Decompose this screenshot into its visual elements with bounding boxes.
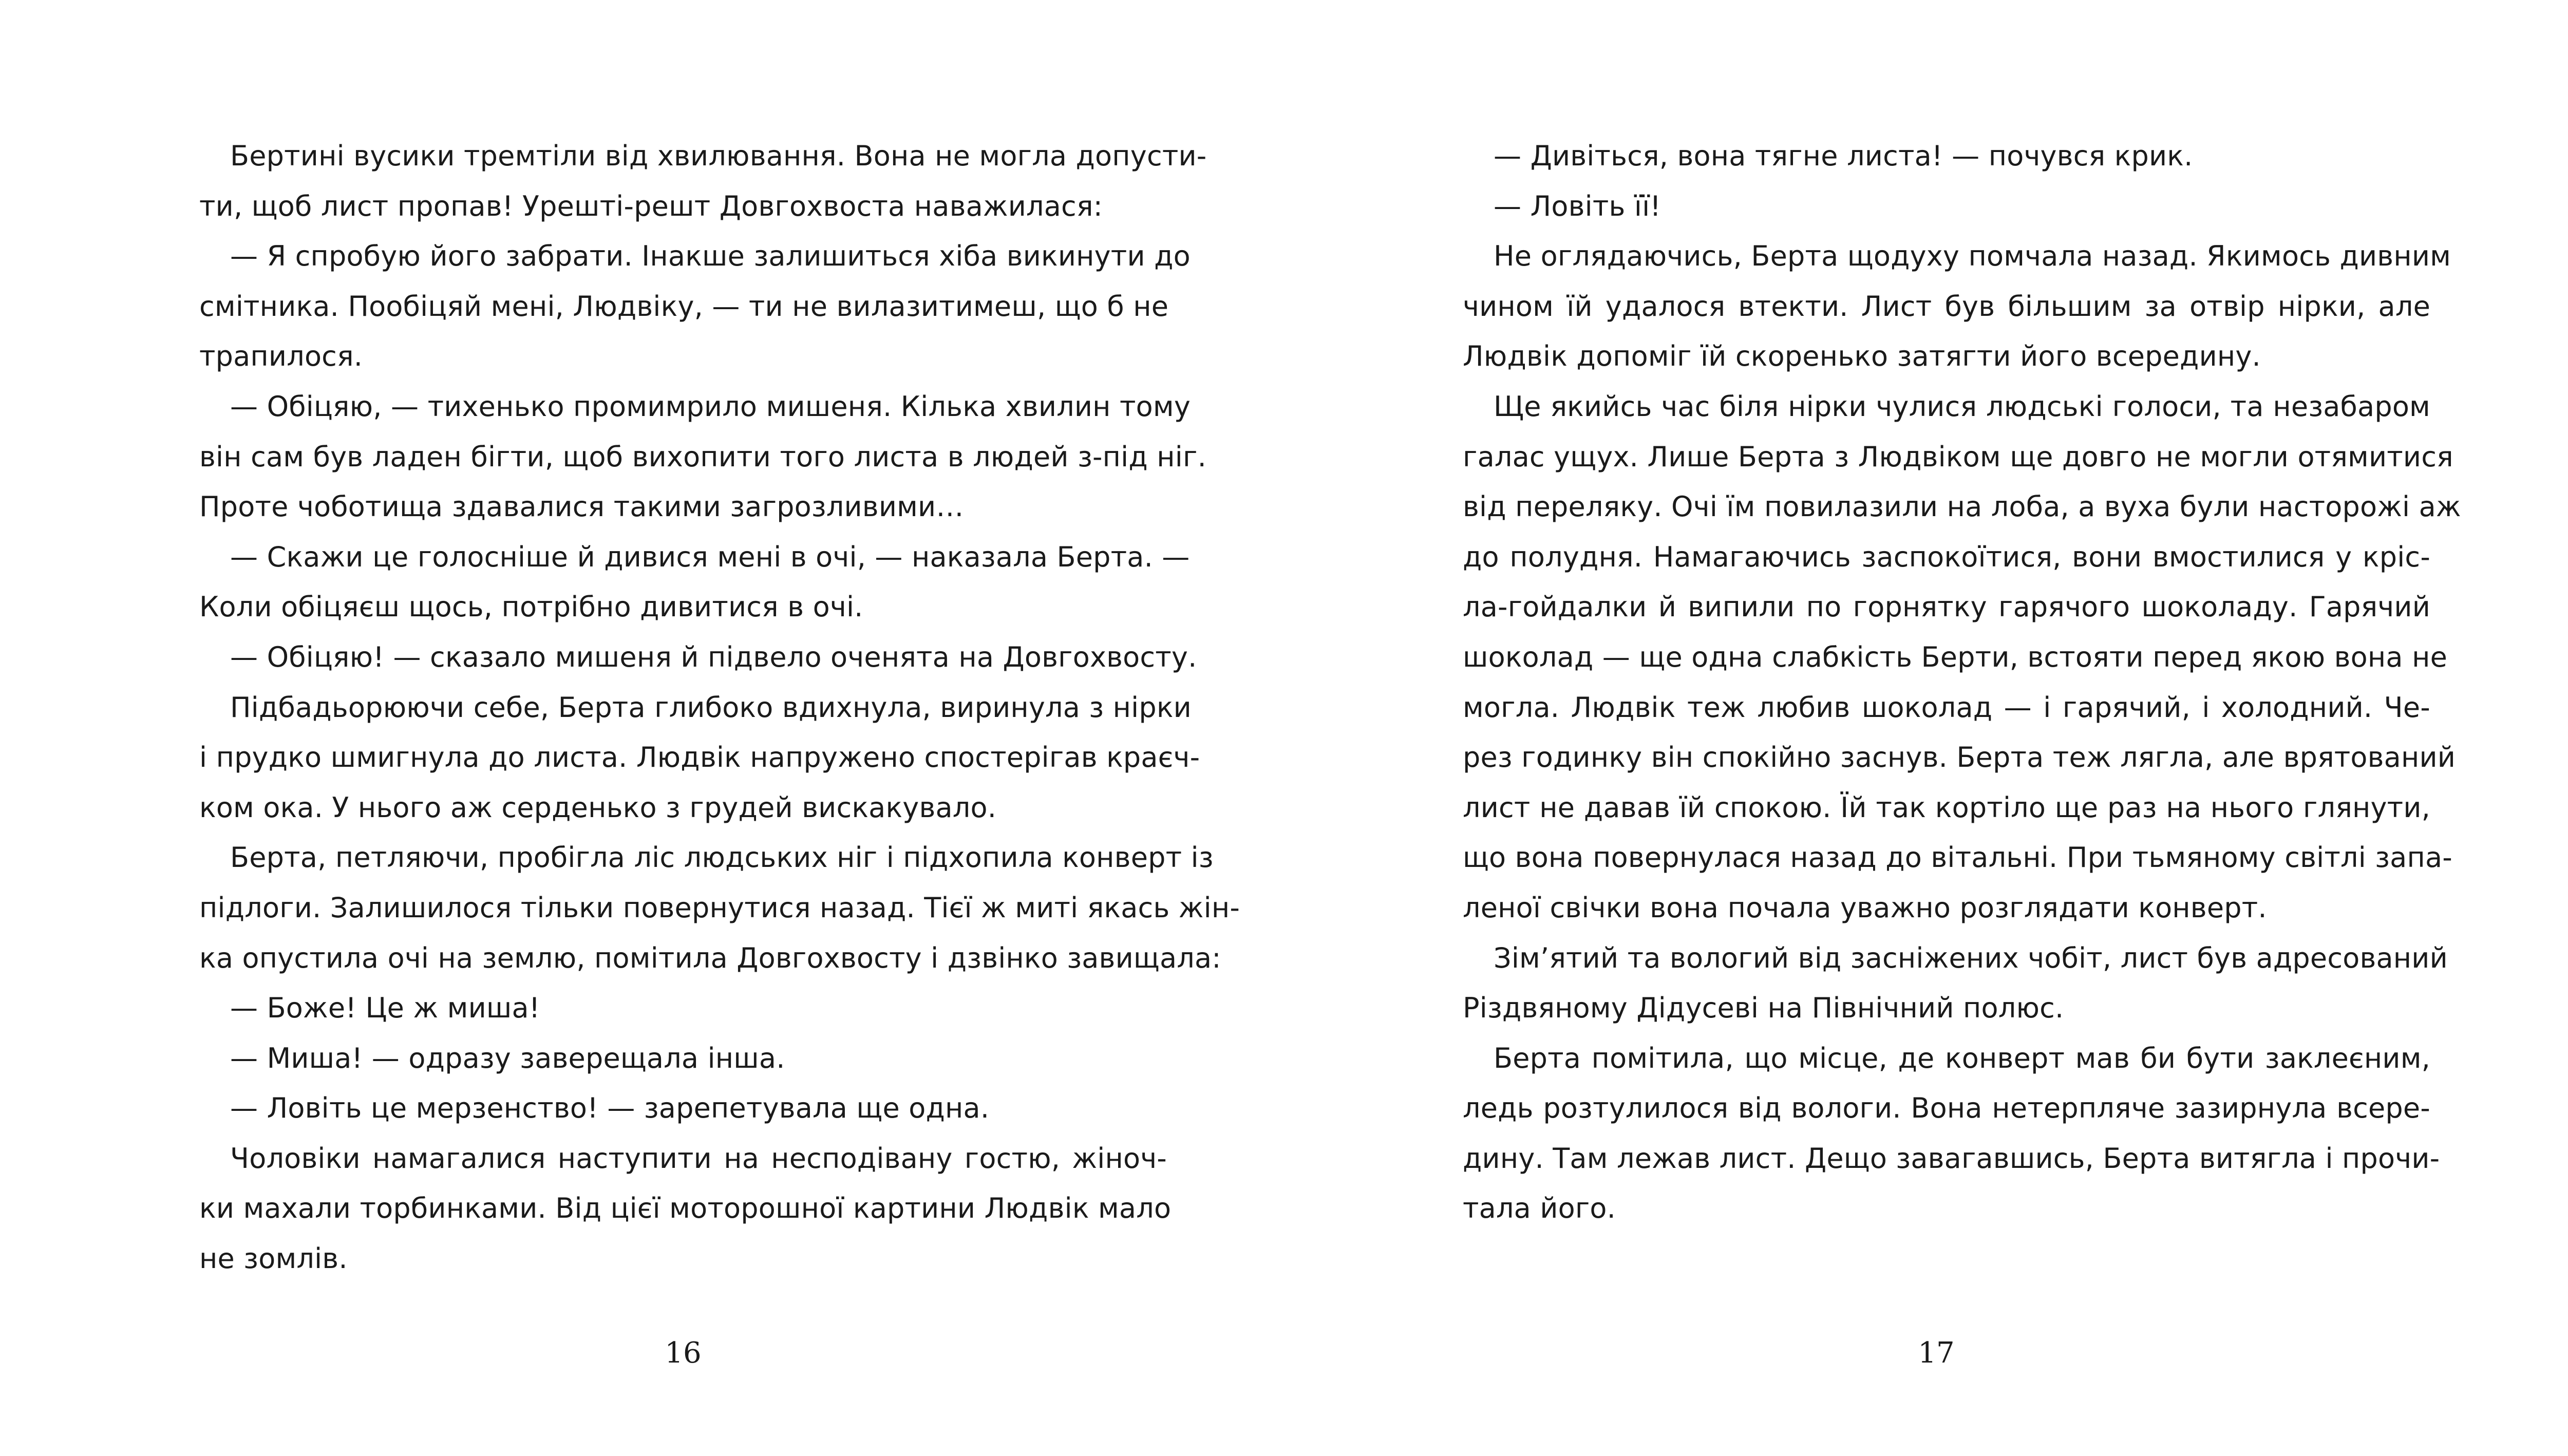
text-line: до полудня. Намагаючись заспокоїтися, вони вмостилися у кріс- bbox=[1463, 540, 2430, 573]
text-line: і прудко шмигнула до листа. Людвік напружено спостерігав краєч- bbox=[199, 741, 1200, 774]
text-line: рез годинку він спокійно заснув. Берта теж лягла, але врятований bbox=[1463, 741, 2456, 774]
text-line: — Боже! Це ж миша! bbox=[230, 992, 540, 1025]
text-line: лист не давав їй спокою. Їй так кортіло ще раз на нього глянути, bbox=[1463, 791, 2430, 824]
text-line: трапилося. bbox=[199, 340, 363, 373]
text-line: — Ловіть це мерзенство! — зарепетувала ще одна. bbox=[230, 1092, 990, 1125]
text-line: підлоги. Залишилося тільки повернутися назад. Тієї ж миті якась жін- bbox=[199, 891, 1240, 924]
text-line: що вона повернулася назад до вітальні. При тьмяному світлі запа- bbox=[1463, 841, 2452, 874]
page-number: 17 bbox=[1918, 1336, 1955, 1370]
text-line: Бертині вусики тремтіли від хвилювання. Вона не могла допусти- bbox=[230, 140, 1207, 172]
text-line: леної свічки вона почала уважно розглядати конверт. bbox=[1463, 891, 2267, 924]
text-line: — Ловіть її! bbox=[1494, 190, 1661, 222]
text-line: він сам був ладен бігти, щоб вихопити того листа в людей з-під ніг. bbox=[199, 440, 1206, 473]
text-line: Не оглядаючись, Берта щодуху помчала назад. Якимось дивним bbox=[1494, 240, 2451, 273]
text-line: — Скажи це голосніше й дивися мені в очі, — наказала Берта. — bbox=[230, 540, 1190, 573]
text-line: Берта, петляючи, пробігла ліс людських ніг і підхопила конверт із bbox=[230, 841, 1214, 874]
text-line: ком ока. У нього аж серденько з грудей вискакувало. bbox=[199, 791, 997, 824]
right-page-text bbox=[1463, 131, 2461, 1234]
text-line: не зомлів. bbox=[199, 1242, 348, 1275]
text-line: Чоловіки намагалися наступити на несподівану гостю, жіноч- bbox=[230, 1142, 1167, 1175]
text-line: від переляку. Очі їм повилазили на лоба, а вуха були насторожі аж bbox=[1463, 490, 2461, 523]
text-line: чином їй удалося втекти. Лист був більшим за отвір нірки, але bbox=[1463, 290, 2430, 323]
text-line: — Обіцяю, — тихенько промимрило мишеня. Кілька хвилин тому bbox=[230, 390, 1191, 423]
right-page bbox=[1305, 0, 2568, 1456]
left-page-text bbox=[199, 131, 1240, 1284]
text-line: Різдвяному Дідусеві на Північний полюс. bbox=[1463, 992, 2064, 1025]
text-line: Зім’ятий та вологий від засніжених чобіт, лист був адресований bbox=[1494, 941, 2448, 974]
text-line: Ще якийсь час біля нірки чулися людські голоси, та незабаром bbox=[1494, 390, 2430, 423]
text-line: шоколад — ще одна слабкість Берти, встояти перед якою вона не bbox=[1463, 640, 2447, 673]
text-line: смітника. Пообіцяй мені, Людвіку, — ти не вилазитимеш, що б не bbox=[199, 290, 1169, 323]
text-line: Людвік допоміг їй скоренько затягти його всередину. bbox=[1463, 340, 2261, 373]
page-number: 16 bbox=[665, 1336, 702, 1370]
text-line: ла-гойдалки й випили по горнятку гарячого шоколаду. Гарячий bbox=[1463, 591, 2430, 623]
text-line: — Дивіться, вона тягне листа! — почувся крик. bbox=[1494, 140, 2193, 172]
text-line: — Обіцяю! — сказало мишеня й підвело оченята на Довгохвосту. bbox=[230, 640, 1197, 673]
text-line: Коли обіцяєш щось, потрібно дивитися в очі. bbox=[199, 591, 863, 623]
text-line: могла. Людвік теж любив шоколад — і гарячий, і холодний. Че- bbox=[1463, 691, 2430, 724]
text-line: тала його. bbox=[1463, 1192, 1616, 1225]
text-line: дину. Там лежав лист. Дещо завагавшись, Берта витягла і прочи- bbox=[1463, 1142, 2440, 1175]
text-line: ледь розтулилося від вологи. Вона нетерпляче зазирнула всере- bbox=[1463, 1092, 2430, 1125]
text-line: ки махали торбинками. Від цієї моторошної картини Людвік мало bbox=[199, 1192, 1172, 1225]
text-line: ти, щоб лист пропав! Урешті-решт Довгохвоста наважилася: bbox=[199, 190, 1103, 222]
text-line: — Миша! — одразу заверещала інша. bbox=[230, 1042, 785, 1074]
text-line: Проте чоботища здавалися такими загрозливими… bbox=[199, 490, 964, 523]
text-line: — Я спробую його забрати. Інакше залишиться хіба викинути до bbox=[230, 240, 1191, 273]
text-line: Берта помітила, що місце, де конверт мав би бути заклеєним, bbox=[1494, 1042, 2430, 1074]
text-line: Підбадьорюючи себе, Берта глибоко вдихнула, виринула з нірки bbox=[230, 691, 1192, 724]
text-line: галас ущух. Лише Берта з Людвіком ще довго не могли отямитися bbox=[1463, 440, 2453, 473]
text-line: ка опустила очі на землю, помітила Довгохвосту і дзвінко завищала: bbox=[199, 941, 1221, 974]
